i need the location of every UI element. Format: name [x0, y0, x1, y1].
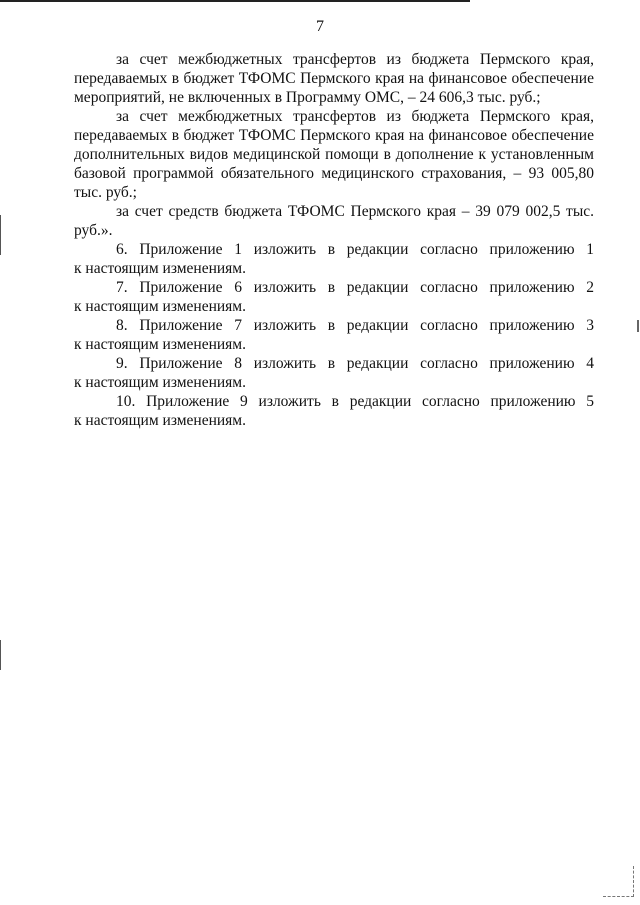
amendment-item-text: 6. Приложение 1 изложить в редакции согласно приложению 1	[116, 241, 594, 258]
amendment-item-tail: к настоящим изменениям.	[74, 374, 246, 391]
amendment-item	[74, 392, 594, 430]
amendment-item-tail: к настоящим изменениям.	[74, 412, 246, 429]
paragraph-tfoms-budget: за счет средств бюджета ТФОМС Пермского края – 39 079 002,5 тыс. руб.».	[74, 203, 594, 239]
paragraph-interbudget-transfers-additional-care: за счет межбюджетных трансфертов из бюджета Пермского края, передаваемых в бюджет ТФОМС Пермского края на финансовое обеспечение дополнительных видов медицинской помощи в дополнение к установленным базовой программой обязательного медицинского страхования, – 93 005,80 тыс. руб.;	[74, 108, 594, 201]
amendment-item-text: 7. Приложение 6 изложить в редакции согласно приложению 2	[116, 279, 594, 296]
amendment-item-tail: к настоящим изменениям.	[74, 260, 246, 277]
document-body	[74, 50, 594, 430]
scan-edge-mark	[0, 640, 1, 670]
paragraph-interbudget-transfers-programs: за счет межбюджетных трансфертов из бюджета Пермского края, передаваемых в бюджет ТФОМС Пермского края на финансовое обеспечение мероприятий, не включенных в Программу ОМС, – 24 606,3 тыс. руб.;	[74, 51, 594, 106]
scan-corner-mark	[603, 866, 634, 897]
amendment-item	[74, 316, 594, 354]
amendment-item	[74, 278, 594, 316]
amendment-item-tail: к настоящим изменениям.	[74, 298, 246, 315]
amendment-item-text: 9. Приложение 8 изложить в редакции согласно приложению 4	[116, 355, 594, 372]
amendment-item-text: 8. Приложение 7 изложить в редакции согласно приложению 3	[116, 317, 594, 334]
scan-edge-mark	[0, 215, 1, 255]
amendment-item	[74, 240, 594, 278]
amendment-item	[74, 354, 594, 392]
scan-top-rule	[0, 0, 470, 2]
page-number: 7	[316, 18, 324, 35]
amendment-item-text: 10. Приложение 9 изложить в редакции согласно приложению 5	[116, 393, 594, 410]
amendment-item-tail: к настоящим изменениям.	[74, 336, 246, 353]
scan-edge-mark	[637, 320, 639, 332]
